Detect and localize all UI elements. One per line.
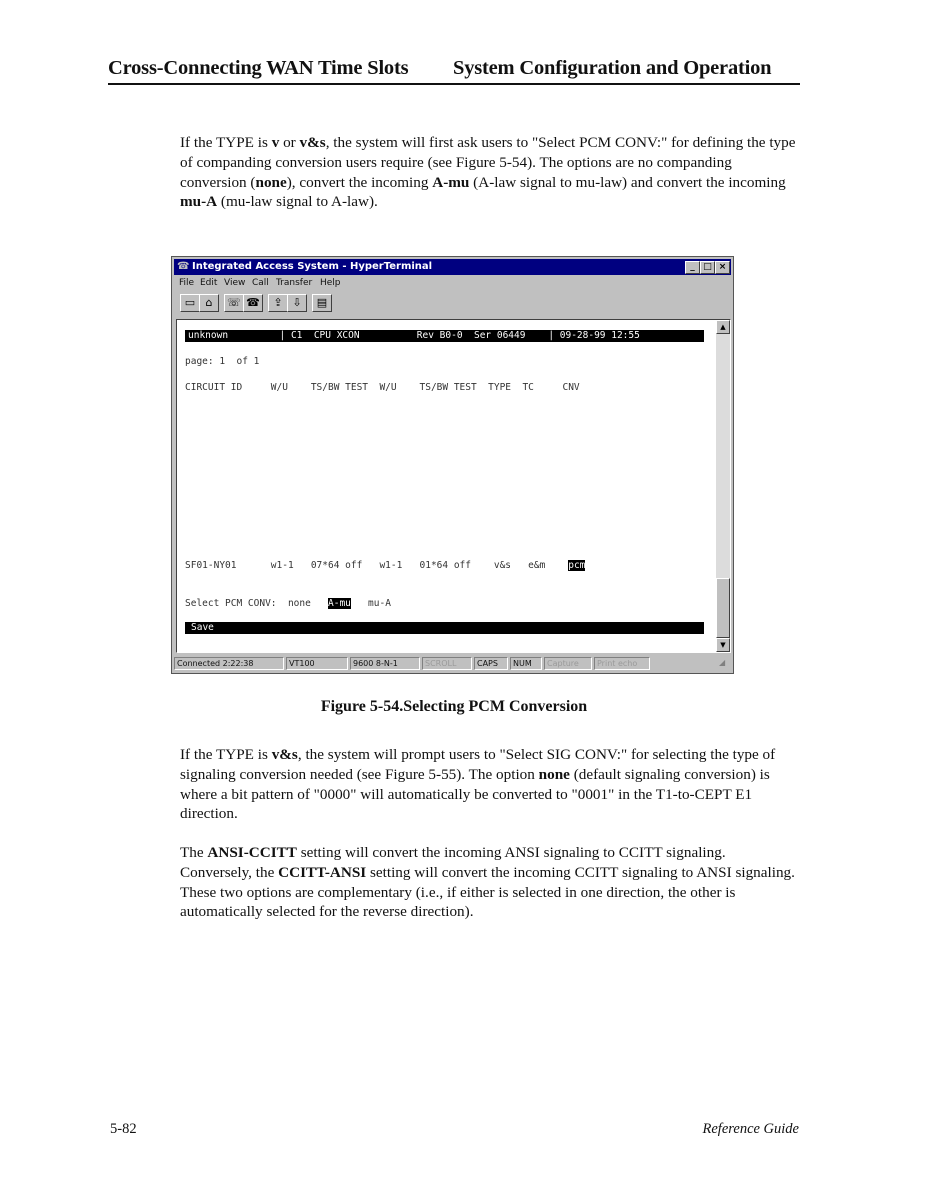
status-settings: 9600 8-N-1 — [350, 657, 420, 670]
menu-file[interactable]: File — [179, 278, 195, 288]
status-num: NUM — [510, 657, 542, 670]
menu-transfer[interactable]: Transfer — [276, 278, 313, 288]
status-print-echo: Print echo — [594, 657, 650, 670]
terminal-screen — [185, 326, 707, 646]
hyperterminal-icon: ☎ — [177, 261, 190, 272]
paragraph-pcm-conv: If the TYPE is v or v&s, the system will first ask users to "Select PCM CONV:" for defining the type of companding conversion users require (see Figure 5-54). The options are no companding conversion (none), convert the incoming A-mu (A-law signal to mu-law) and convert the incoming mu-A (mu-law signal to A-law). — [180, 134, 796, 211]
status-capture: Capture — [544, 657, 592, 670]
scroll-up-icon[interactable]: ▲ — [716, 320, 730, 334]
open-folder-icon[interactable]: ⌂ — [199, 294, 219, 312]
terminal-header-bar: unknown | C1 CPU XCON Rev B0-0 Ser 06449 | 09-28-99 12:55 — [185, 330, 704, 342]
window-titlebar[interactable] — [174, 259, 731, 275]
connect-phone-icon[interactable]: ☏ — [224, 294, 244, 312]
terminal-select-prompt: Select PCM CONV: none A-mu mu-A — [185, 598, 391, 609]
header-right-title: System Configuration and Operation — [453, 57, 772, 79]
header-left-title: Cross-Connecting WAN Time Slots — [108, 57, 409, 79]
close-icon[interactable]: × — [715, 261, 730, 274]
toolbar — [180, 294, 480, 316]
disconnect-phone-icon[interactable]: ☎ — [243, 294, 263, 312]
new-connection-icon[interactable]: ▭ — [180, 294, 200, 312]
hyperterminal-window — [171, 256, 734, 674]
send-file-icon[interactable]: ⇪ — [268, 294, 288, 312]
terminal-page-line: page: 1 of 1 — [185, 356, 260, 367]
properties-icon[interactable]: ▤ — [312, 294, 332, 312]
scroll-down-icon[interactable]: ▼ — [716, 638, 730, 652]
option-mu-a[interactable]: mu-A — [350, 598, 391, 609]
terminal-circuit-row[interactable]: SF01-NY01 w1-1 07*64 off w1-1 01*64 off v&s e&m pcm — [185, 560, 586, 571]
header-rule — [108, 83, 800, 85]
terminal-column-headers: CIRCUIT ID W/U TS/BW TEST W/U TS/BW TEST TYPE TC CNV — [185, 382, 580, 393]
guide-name: Reference Guide — [702, 1121, 799, 1137]
figure-caption: Figure 5-54.Selecting PCM Conversion — [320, 698, 588, 715]
page-header — [108, 55, 800, 85]
status-caps: CAPS — [474, 657, 508, 670]
menu-call[interactable]: Call — [252, 278, 269, 288]
vertical-scrollbar[interactable] — [716, 320, 730, 652]
paragraph-sig-conv: If the TYPE is v&s, the system will prompt users to "Select SIG CONV:" for selecting the type of signaling conversion needed (see Figure 5-55). The option none (default signaling conversion) is where a bit pattern of "0000" will automatically be converted to "0001" in the T1-to-CEPT E1 direction. — [180, 746, 776, 823]
status-bar — [174, 656, 731, 671]
page-number: 5-82 — [110, 1121, 137, 1137]
status-scroll: SCROLL — [422, 657, 472, 670]
receive-file-icon[interactable]: ⇩ — [287, 294, 307, 312]
paragraph-ansi-ccitt: The ANSI-CCITT setting will convert the incoming ANSI signaling to CCITT signaling. Conversely, the CCITT-ANSI setting will convert the incoming CCITT signaling to ANSI signaling. These two options are complementary (i.e., if either is selected in one direction, the other is automatically selected for the reverse direction). — [180, 844, 795, 921]
menu-view[interactable]: View — [224, 278, 246, 288]
maximize-icon[interactable]: □ — [700, 261, 715, 274]
terminal-area[interactable] — [176, 319, 731, 653]
option-a-mu[interactable]: A-mu — [328, 598, 351, 609]
scroll-thumb[interactable] — [716, 578, 730, 638]
resize-grip-icon[interactable]: ◢ — [719, 658, 726, 667]
menu-help[interactable]: Help — [320, 278, 341, 288]
status-emulation: VT100 — [286, 657, 348, 670]
terminal-save-bar[interactable]: Save — [185, 622, 704, 634]
window-title: Integrated Access System - HyperTerminal — [192, 261, 433, 272]
cnv-selected-value[interactable]: pcm — [568, 560, 586, 571]
menu-edit[interactable]: Edit — [200, 278, 218, 288]
minimize-icon[interactable]: _ — [685, 261, 700, 274]
status-connected: Connected 2:22:38 — [174, 657, 284, 670]
